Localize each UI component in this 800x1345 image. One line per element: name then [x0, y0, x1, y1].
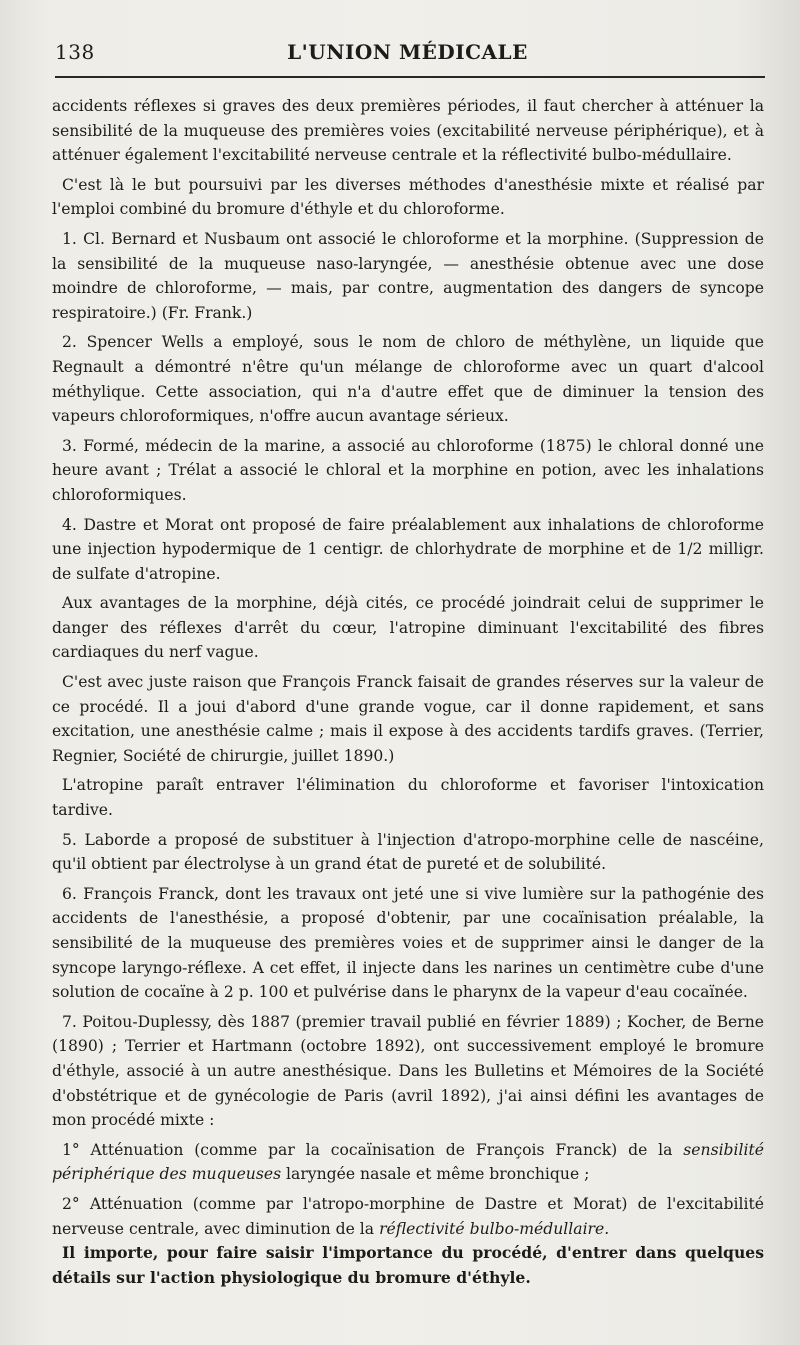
paragraph-8: C'est avec juste raison que François Franck faisait de grandes réserves sur la valeur de ce procédé. Il a joui d'abord d'une grande vogue, car il donne rapidement, et sans excitation, une anesthésie calme ; mais il expose à des accidents tardifs graves. (Terrier, Regnier, Société de chirurgie, juillet 1890.)	[52, 673, 764, 765]
paragraph-10: 5. Laborde a proposé de substituer à l'injection d'atropo-morphine celle de nascéine, qu'il obtient par électrolyse à un grand état de pureté et de solubilité.	[52, 830, 764, 874]
article-body	[52, 94, 764, 1290]
paragraph-4: 2. Spencer Wells a employé, sous le nom de chloro de méthylène, un liquide que Regnault a démontré n'être qu'un mélange de chloroforme avec un quart d'alcool méthylique. Cette association, qui n'a d'autre effet que de diminuer la tension des vapeurs chloroformiques, n'offre aucun avantage sérieux.	[52, 333, 764, 426]
list-item-2	[52, 1192, 764, 1241]
running-title: L'UNION MÉDICALE	[287, 40, 528, 64]
list-item-2-emphasis: réflectivité bulbo-médullaire.	[379, 1219, 610, 1238]
paragraph-1: accidents réflexes si graves des deux premières périodes, il faut chercher à atténuer la sensibilité de la muqueuse des premières voies (excitabilité nerveuse périphérique), et à atténuer également l'excitabilité nerveuse centrale et la réflectivité bulbo-médullaire.	[52, 97, 764, 165]
list-item-1-emphasis: sensibilité périphérique des muqueuses	[52, 1140, 764, 1184]
paragraph-12: 7. Poitou-Duplessy, dès 1887 (premier travail publié en février 1889) ; Kocher, de Berne (1890) ; Terrier et Hartmann (octobre 1892), ont successivement employé le bromure d'éthyle, associé à un autre anesthésique. Dans les Bulletins et Mémoires de la Société d'obstétrique et de gynécologie de Paris (avril 1892), j'ai ainsi défini les avantages de mon procédé mixte :	[52, 1012, 764, 1130]
header-rule	[55, 76, 765, 78]
paragraph-2: C'est là le but poursuivi par les diverses méthodes d'anesthésie mixte et réalisé par l'emploi combiné du bromure d'éthyle et du chloroforme.	[52, 175, 764, 219]
page-header	[50, 40, 765, 70]
paragraph-3: 1. Cl. Bernard et Nusbaum ont associé le chloroforme et la morphine. (Suppression de la sensibilité de la muqueuse naso-laryngée, — anesthésie obtenue avec une dose moindre de chloroforme, — mais, par contre, augmentation des dangers de syncope respiratoire.) (Fr. Frank.)	[52, 229, 764, 322]
list-item-1-suffix: laryngée nasale et même bronchique ;	[281, 1165, 590, 1184]
paragraph-6: 4. Dastre et Morat ont proposé de faire préalablement aux inhalations de chloroforme une injection hypodermique de 1 centigr. de chlorhydrate de morphine et de 1/2 milligr. de sulfate d'atropine.	[52, 515, 764, 583]
paragraph-9: L'atropine paraît entraver l'élimination du chloroforme et favoriser l'intoxication tardive.	[52, 776, 764, 820]
paragraph-11: 6. François Franck, dont les travaux ont jeté une si vive lumière sur la pathogénie des accidents de l'anesthésie, a proposé d'obtenir, par une cocaïnisation préalable, la sensibilité de la muqueuse des premières voies et de supprimer ainsi le danger de la syncope laryngo-réflexe. A cet effet, il injecte dans les narines un centimètre cube d'une solution de cocaïne à 2 p. 100 et pulvérise dans le pharynx de la vapeur d'eau cocaïnée.	[52, 884, 764, 1002]
page-number: 138	[55, 40, 95, 64]
paragraph-7: Aux avantages de la morphine, déjà cités, ce procédé joindrait celui de supprimer le danger des réflexes d'arrêt du cœur, l'atropine diminuant l'excitabilité des fibres cardiaques du nerf vague.	[52, 594, 764, 662]
list-item-1	[52, 1138, 764, 1187]
paragraph-5: 3. Formé, médecin de la marine, a associé au chloroforme (1875) le chloral donné une heure avant ; Trélat a associé le chloral et la morphine en potion, avec les inhalations chloroformiques.	[52, 436, 764, 504]
closing-paragraph: Il importe, pour faire saisir l'importance du procédé, d'entrer dans quelques détails sur l'action physiologique du bromure d'éthyle.	[52, 1243, 764, 1287]
list-item-1-text: 1° Atténuation (comme par la cocaïnisation de François Franck) de la	[62, 1140, 684, 1159]
list-item-2-text: 2° Atténuation (comme par l'atropo-morphine de Dastre et Morat) de l'excitabilité nerveuse centrale, avec diminution de la	[52, 1194, 764, 1238]
